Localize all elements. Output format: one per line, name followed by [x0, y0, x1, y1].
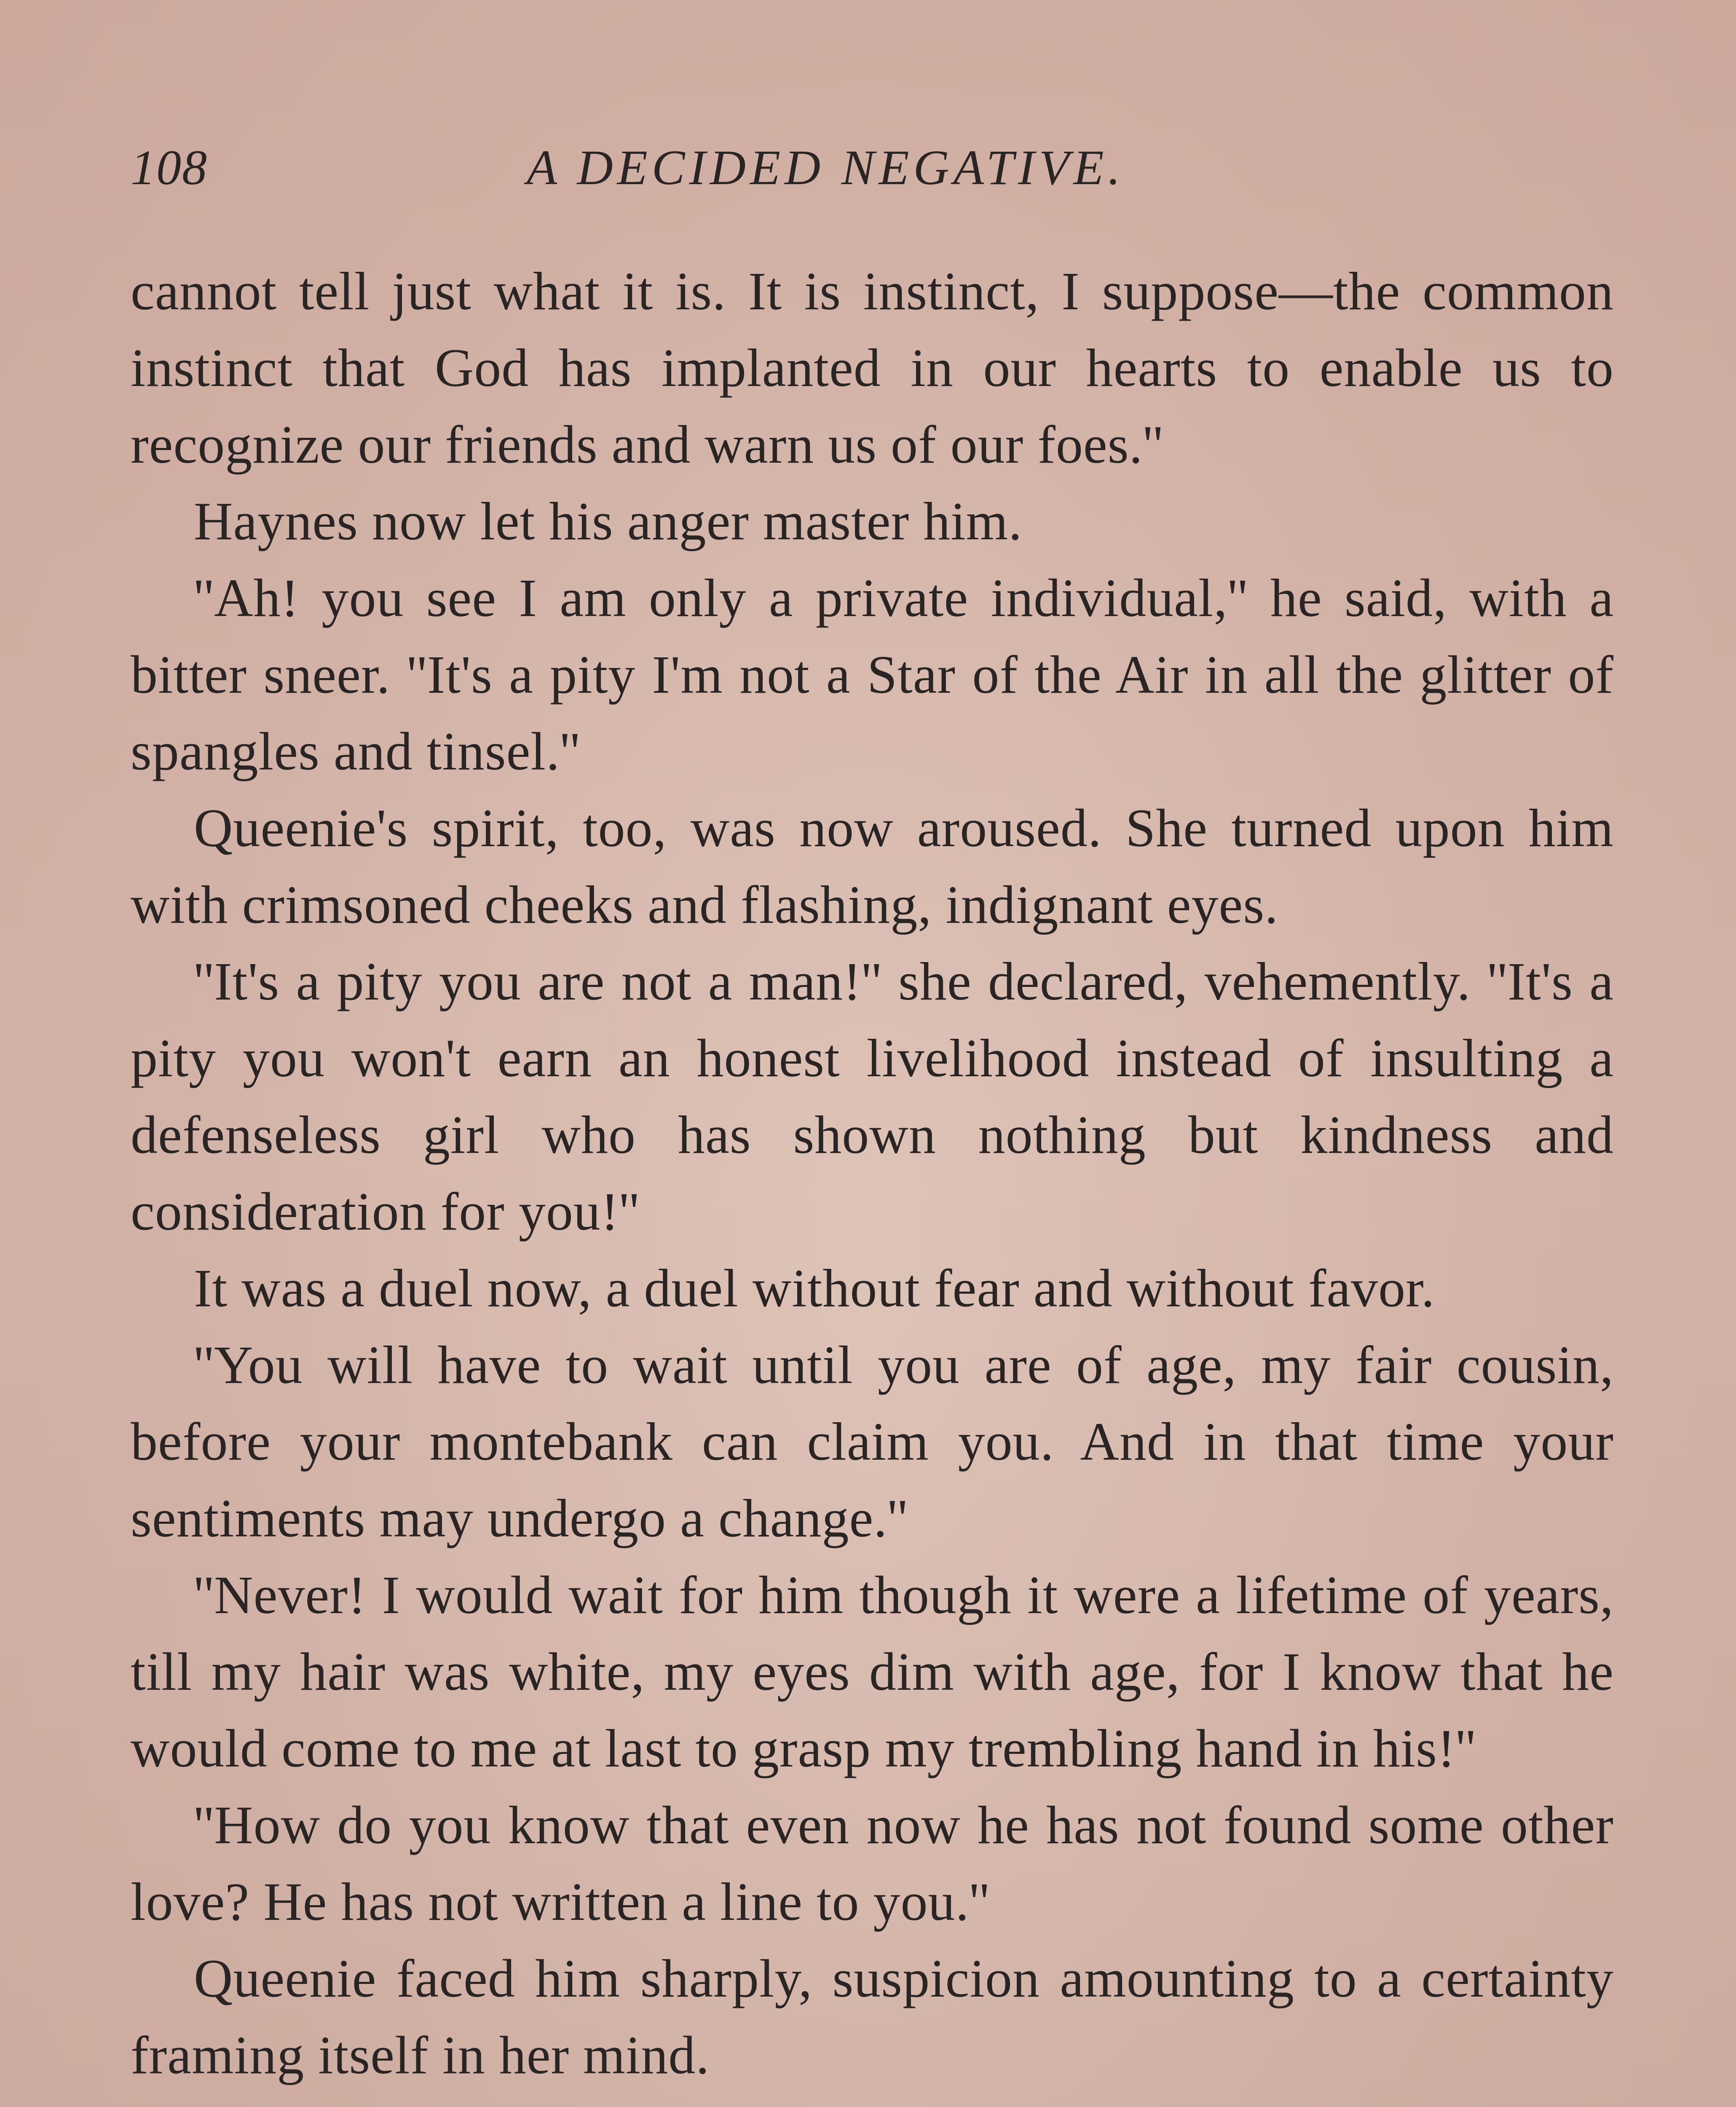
running-head: [131, 139, 1614, 206]
body-text: [131, 253, 1614, 2094]
paragraph: ''Ah! you see I am only a private individual,'' he said, with a bitter sneer. ''It's a pity I'm not a Star of the Air in all the glitter of spangles and tinsel.'': [131, 568, 1614, 781]
running-title: A DECIDED NEGATIVE.: [527, 140, 1125, 195]
paragraph: It was a duel now, a duel without fear and without favor.: [194, 1258, 1435, 1318]
paragraph: ''It's a pity you are not a man!'' she declared, vehemently. ''It's a pity you won't earn an honest livelihood instead of insulting a defenseless girl who has shown nothing but kindness and consideration for you!'': [131, 952, 1614, 1241]
paragraph: ''You will have to wait until you are of age, my fair cousin, before your montebank can claim you. And in that time your sentiments may undergo a change.'': [131, 1335, 1614, 1548]
paragraph-continued: cannot tell just what it is. It is instinct, I suppose—the common instinct that God has implanted in our hearts to enable us to recognize our friends and warn us of our foes.'': [131, 261, 1614, 474]
paragraph: Haynes now let his anger master him.: [194, 491, 1023, 551]
paragraph: Queenie's spirit, too, was now aroused. She turned upon him with crimsoned cheeks and flashing, indignant eyes.: [131, 798, 1614, 935]
paragraph: Queenie faced him sharply, suspicion amounting to a certainty framing itself in her mind.: [131, 1949, 1614, 2085]
paragraph: ''How do you know that even now he has not found some other love? He has not written a line to you.'': [131, 1795, 1614, 1932]
paragraph: ''Never! I would wait for him though it were a lifetime of years, till my hair was white, my eyes dim with age, for I know that he would come to me at last to grasp my trembling hand in his!'': [131, 1565, 1614, 1778]
page-number: 108: [131, 140, 208, 195]
